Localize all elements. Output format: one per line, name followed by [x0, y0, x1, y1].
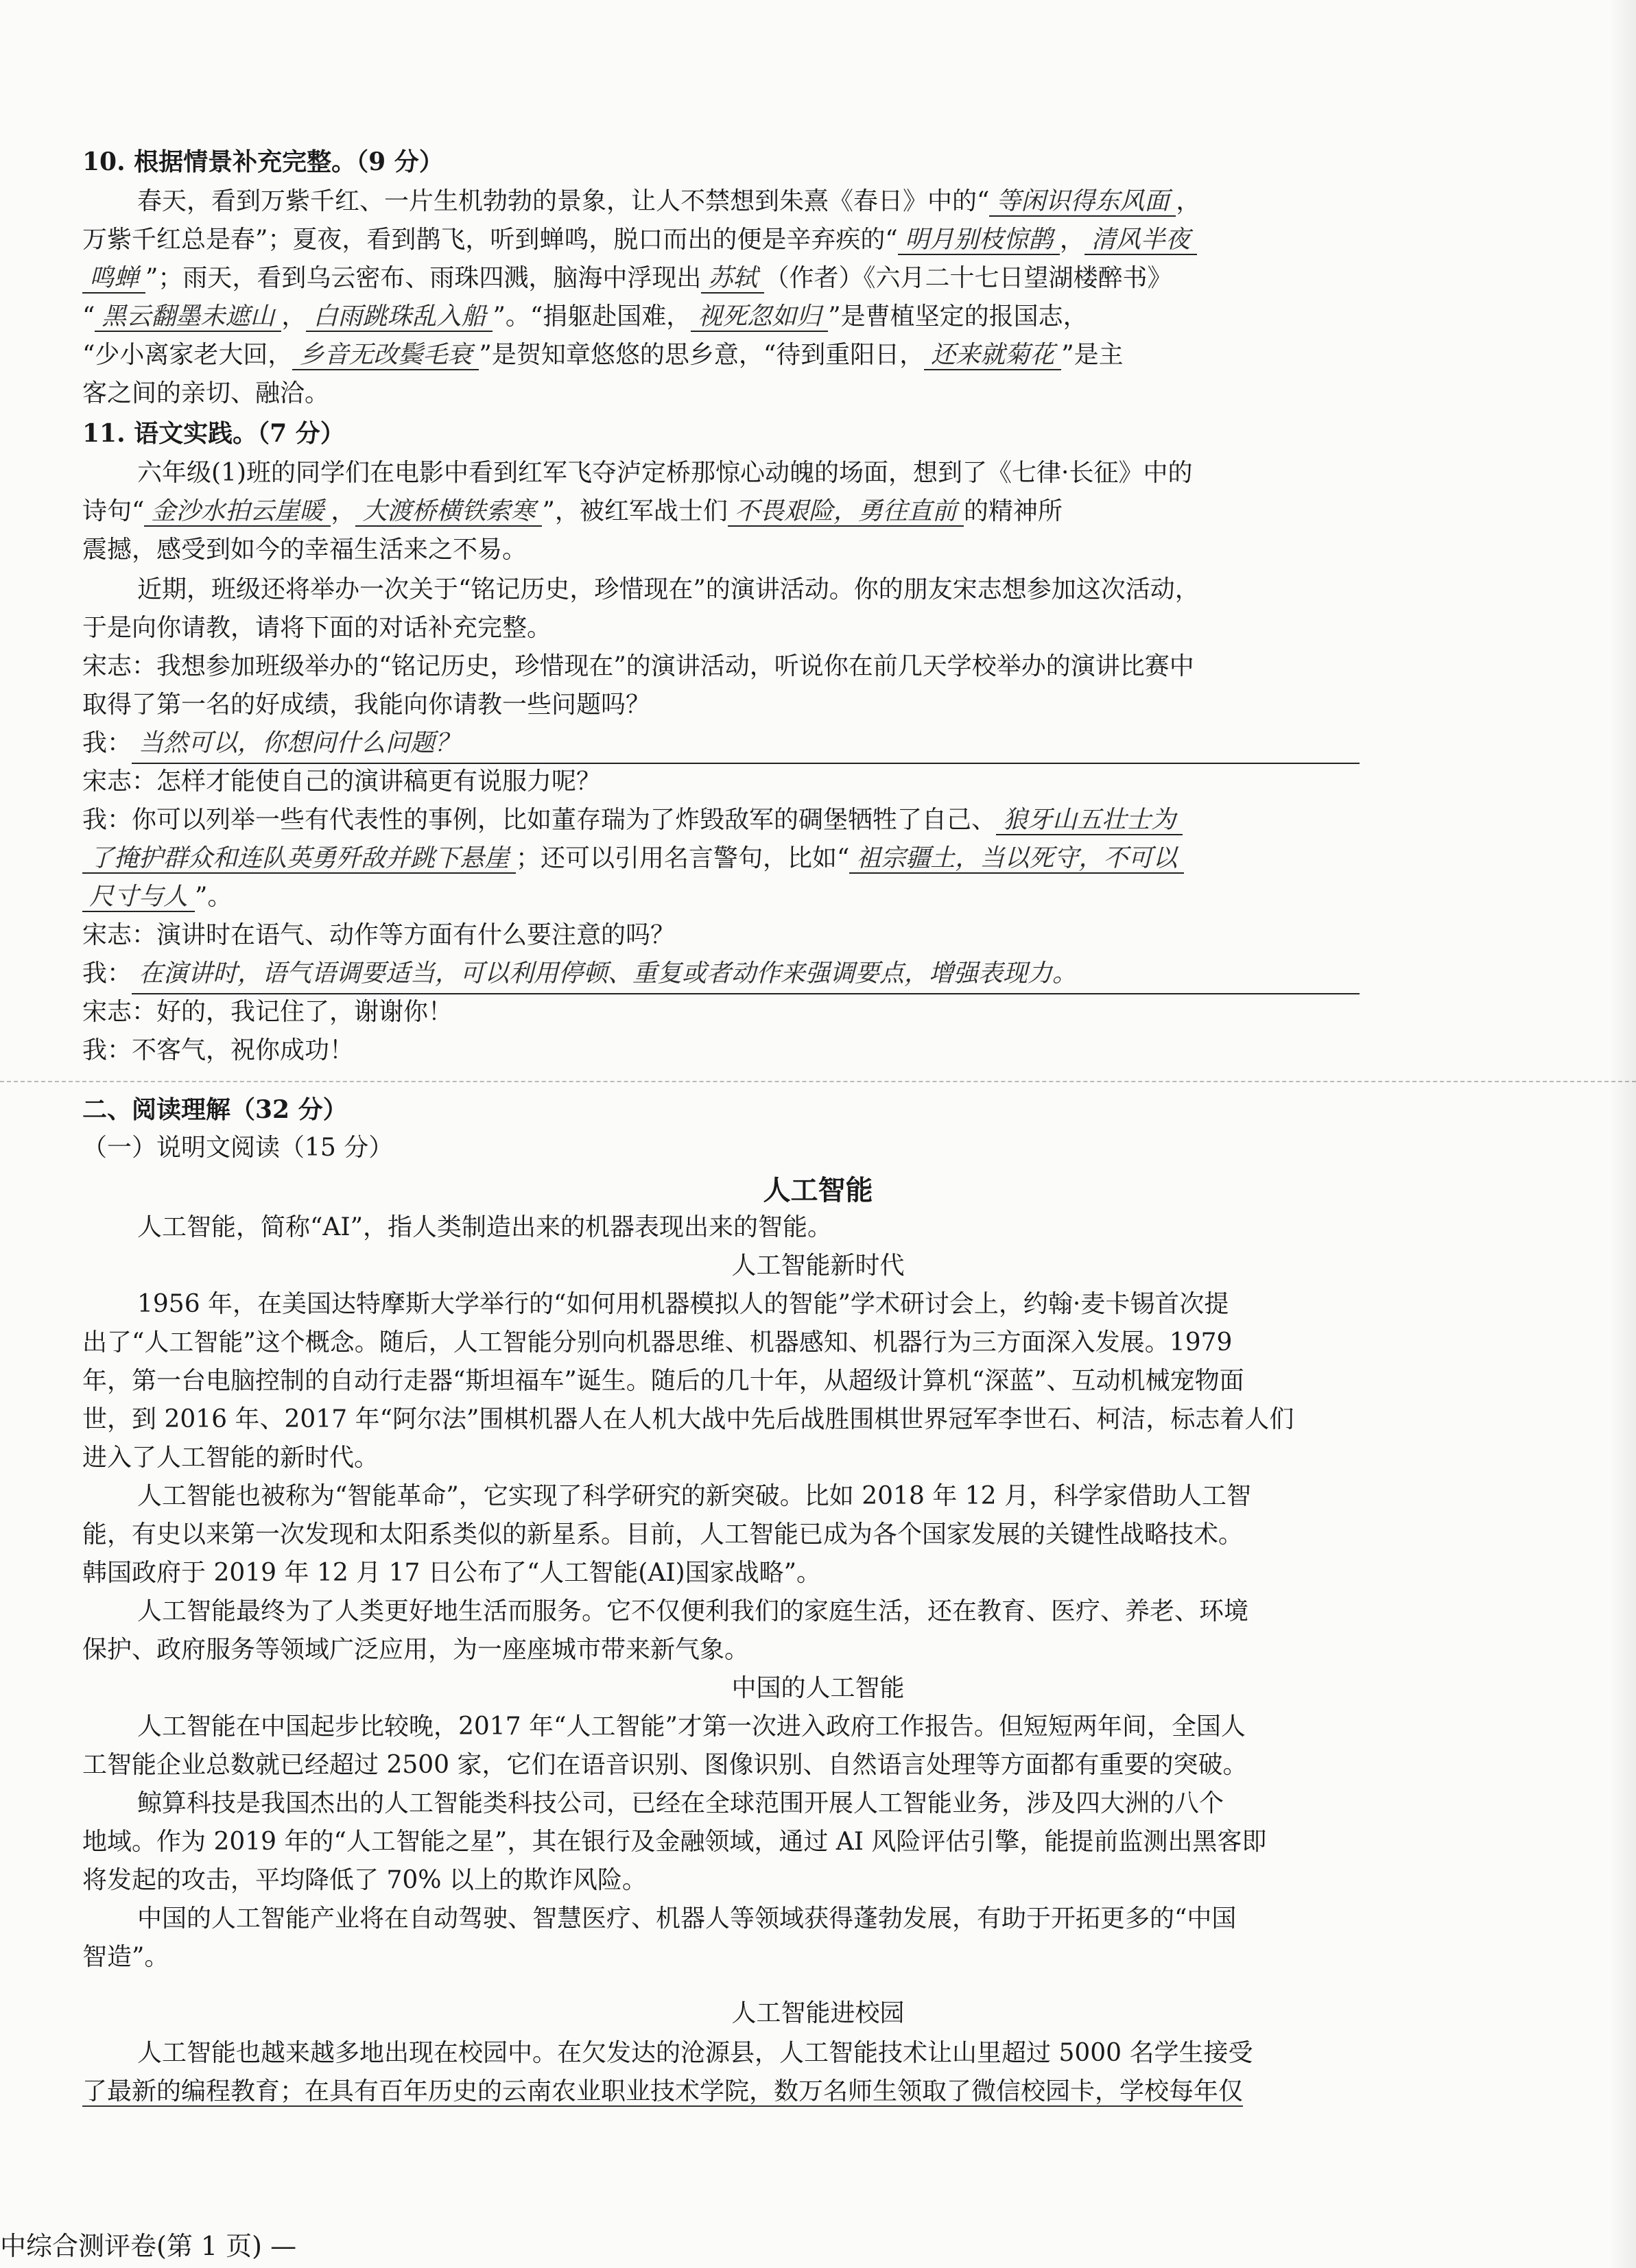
answer-field[interactable]: 祖宗疆土，当以死守，不可以	[849, 844, 1184, 874]
answer-field[interactable]: 当然可以，你想问什么问题？	[132, 724, 1360, 764]
dialog-line: 宋志：怎样才能使自己的演讲稿更有说服力呢？	[82, 767, 602, 796]
article-line: 地域。作为 2019 年的“人工智能之星”，其在银行及金融领域，通过 AI 风险评估引擎，能提前监测出黑客即	[82, 1828, 1267, 1856]
answer-field[interactable]: 了掩护群众和连队英勇歼敌并跳下悬崖	[82, 844, 516, 874]
article-line: 人工智能也被称为“智能革命”，它实现了科学研究的新突破。比如 2018 年 12 月，科学家借助人工智	[137, 1482, 1252, 1510]
dialog-line: 宋志：我想参加班级举办的“铭记历史，珍惜现在”的演讲活动，听说你在前几天学校举办的演讲比赛中	[82, 652, 1194, 680]
article-heading: 人工智能进校园	[731, 1999, 905, 2027]
article-line: 人工智能最终为了人类更好地生活而服务。它不仅便利我们的家庭生活，还在教育、医疗、养老、环境	[137, 1597, 1249, 1625]
answer-field[interactable]: 清风半夜	[1084, 226, 1197, 255]
answer-field[interactable]: 还来就菊花	[924, 341, 1061, 370]
q10-title: 10. 根据情景补充完整。（9 分）	[82, 147, 444, 176]
q10-text: ”是曹植坚定的报国志，	[828, 302, 1088, 331]
q10-text: ，	[1059, 226, 1084, 254]
q10-text: （作者）《六月二十七日望湖楼醉书》	[764, 264, 1172, 292]
q11-line-1: 六年级(1)班的同学们在电影中看到红军飞夺泸定桥那惊心动魄的场面，想到了《七律·长征》中的	[137, 459, 1193, 487]
q11-line-3: 震撼，感受到如今的幸福生活来之不易。	[82, 536, 527, 564]
article-line: 中国的人工智能产业将在自动驾驶、智慧医疗、机器人等领域获得蓬勃发展，有助于开拓更多的“中国	[137, 1905, 1237, 1933]
q10-line-5	[82, 336, 1399, 374]
speaker-label: 我：	[82, 959, 132, 988]
dialog-line: 我：不客气，祝你成功！	[82, 1036, 355, 1064]
article-line: 人工智能在中国起步比较晚，2017 年“人工智能”才第一次进入政府工作报告。但短短两年间，全国人	[137, 1712, 1246, 1741]
q10-text: ”；雨天，看到乌云密布、雨珠四溅，脑海中浮现出	[145, 264, 702, 292]
dialog-me-2b	[82, 839, 1399, 878]
page-footer: 中综合测评卷(第 1 页) —	[0, 2231, 297, 2261]
q11-text: 诗句“	[82, 497, 145, 525]
dialog-line: 宋志：好的，我记住了，谢谢你！	[82, 998, 453, 1026]
dialog-me-2c	[82, 878, 1399, 916]
q10-line-1	[137, 182, 1399, 221]
q10-text: ”是主	[1061, 341, 1124, 369]
answer-field[interactable]: 等闲识得东风面	[989, 187, 1176, 217]
q11-line-4: 近期，班级还将举办一次关于“铭记历史，珍惜现在”的演讲活动。你的朋友宋志想参加这次活动，	[137, 575, 1200, 604]
article-heading: 中国的人工智能	[731, 1674, 905, 1702]
q10-text: ，	[281, 302, 307, 331]
dialog-text: 我：你可以列举一些有代表性的事例，比如董存瑞为了炸毁敌军的碉堡牺牲了自己、	[82, 806, 997, 834]
dialog-line: 取得了第一名的好成绩，我能向你请教一些问题吗？	[82, 691, 651, 719]
article-line	[82, 2073, 1399, 2111]
answer-field[interactable]: 乡音无改鬓毛衰	[292, 341, 479, 370]
dialog-me-1	[82, 724, 1399, 764]
answer-field[interactable]: 苏轼	[701, 264, 764, 294]
q10-text: ，	[1176, 187, 1201, 215]
answer-field[interactable]: 尺寸与人	[82, 883, 195, 912]
q11-title: 11. 语文实践。（7 分）	[82, 419, 345, 448]
answer-field[interactable]: 不畏艰险，勇往直前	[728, 497, 964, 527]
answer-field[interactable]: 视死忽如归	[691, 302, 828, 332]
q11-line-5: 于是向你请教，请将下面的对话补充完整。	[82, 614, 552, 642]
q11-text: ，	[331, 497, 356, 525]
article-intro: 人工智能，简称“AI”，指人类制造出来的机器表现出来的智能。	[137, 1213, 833, 1241]
q10-text: 春天，看到万紫千红、一片生机勃勃的景象，让人不禁想到朱熹《春日》中的“	[137, 187, 990, 215]
article-line: 保护、政府服务等领域广泛应用，为一座座城市带来新气象。	[82, 1636, 750, 1664]
answer-field[interactable]: 鸣蝉	[82, 264, 145, 294]
article-line: 1956 年，在美国达特摩斯大学举行的“如何用机器模拟人的智能”学术研讨会上，约翰·麦卡锡首次提	[137, 1290, 1229, 1318]
section-divider	[0, 1081, 1636, 1082]
dialog-line: 宋志：演讲时在语气、动作等方面有什么要注意的吗？	[82, 921, 676, 949]
article-heading: 人工智能新时代	[731, 1252, 905, 1280]
q11-text: 的精神所	[963, 497, 1063, 525]
answer-field[interactable]: 大渡桥横铁索寒	[355, 497, 542, 527]
q11-text: ”，被红军战士们	[542, 497, 728, 525]
q10-text: ”。“捐躯赴国难，	[493, 302, 691, 331]
answer-field[interactable]: 狼牙山五壮士为	[996, 806, 1183, 835]
article-line: 世，到 2016 年、2017 年“阿尔法”围棋机器人在人机大战中先后战胜围棋世界冠军李世石、柯洁，标志着人们	[82, 1405, 1294, 1433]
dialog-me-3	[82, 955, 1399, 994]
answer-field[interactable]: 金沙水拍云崖暖	[144, 497, 331, 527]
answer-field[interactable]: 白雨跳珠乱入船	[306, 302, 493, 332]
q10-text: “少小离家老大回，	[82, 341, 293, 369]
dialog-text: ”。	[195, 883, 233, 911]
article-line: 人工智能也越来越多地出现在校园中。在欠发达的沧源县，人工智能技术让山里超过 5000 名学生接受	[137, 2039, 1253, 2067]
article-text: 了最新的编程教育；在具有百年历史的云南农业职业技术学院，数万名师生领取了微信校园卡，学校每年仅	[82, 2077, 1244, 2105]
article-line: 将发起的攻击，平均降低了 70% 以上的欺诈风险。	[82, 1866, 647, 1894]
q10-line-3	[82, 259, 1399, 298]
section2-title: 二、阅读理解（32 分）	[82, 1095, 348, 1124]
article-line: 鲸算科技是我国杰出的人工智能类科技公司，已经在全球范围开展人工智能业务，涉及四大洲的八个	[137, 1789, 1224, 1817]
q10-text: 万紫千红总是春”；夏夜，看到鹊飞，听到蝉鸣，脱口而出的便是辛弃疾的“	[82, 226, 898, 254]
article-line: 出了“人工智能”这个概念。随后，人工智能分别向机器思维、机器感知、机器行为三方面深入发展。1979	[82, 1328, 1233, 1357]
answer-field[interactable]: 明月别枝惊鹊	[898, 226, 1060, 255]
q10-line-4	[82, 298, 1399, 336]
scan-shadow	[1609, 0, 1636, 2268]
article-line: 智造”。	[82, 1943, 169, 1971]
q10-line-2	[82, 221, 1399, 259]
q10-text: ”是贺知章悠悠的思乡意，“待到重阳日，	[479, 341, 925, 369]
article-line: 进入了人工智能的新时代。	[82, 1444, 379, 1472]
q10-text: “	[82, 302, 95, 331]
article-line: 工智能企业总数就已经超过 2500 家，它们在语音识别、图像识别、自然语言处理等方面都有重要的突破。	[82, 1751, 1248, 1779]
answer-field[interactable]: 在演讲时，语气语调要适当，可以利用停顿、重复或者动作来强调要点，增强表现力。	[132, 955, 1360, 994]
section2-subtitle: （一）说明文阅读（15 分）	[82, 1134, 394, 1162]
dialog-text: ；还可以引用名言警句，比如“	[516, 844, 850, 872]
article-line: 能，有史以来第一次发现和太阳系类似的新星系。目前，人工智能已成为各个国家发展的关键性战略技术。	[82, 1520, 1244, 1549]
answer-field[interactable]: 黑云翻墨未遮山	[95, 302, 281, 332]
speaker-label: 我：	[82, 729, 132, 757]
dialog-me-2a	[82, 801, 1399, 839]
article-line: 韩国政府于 2019 年 12 月 17 日公布了“人工智能(AI)国家战略”。	[82, 1559, 822, 1587]
article-title: 人工智能	[763, 1174, 873, 1206]
q10-line-6: 客之间的亲切、融洽。	[82, 379, 330, 407]
article-line: 年，第一台电脑控制的自动行走器“斯坦福车”诞生。随后的几十年，从超级计算机“深蓝”、互动机械宠物面	[82, 1367, 1244, 1395]
q11-line-2	[82, 492, 1399, 531]
